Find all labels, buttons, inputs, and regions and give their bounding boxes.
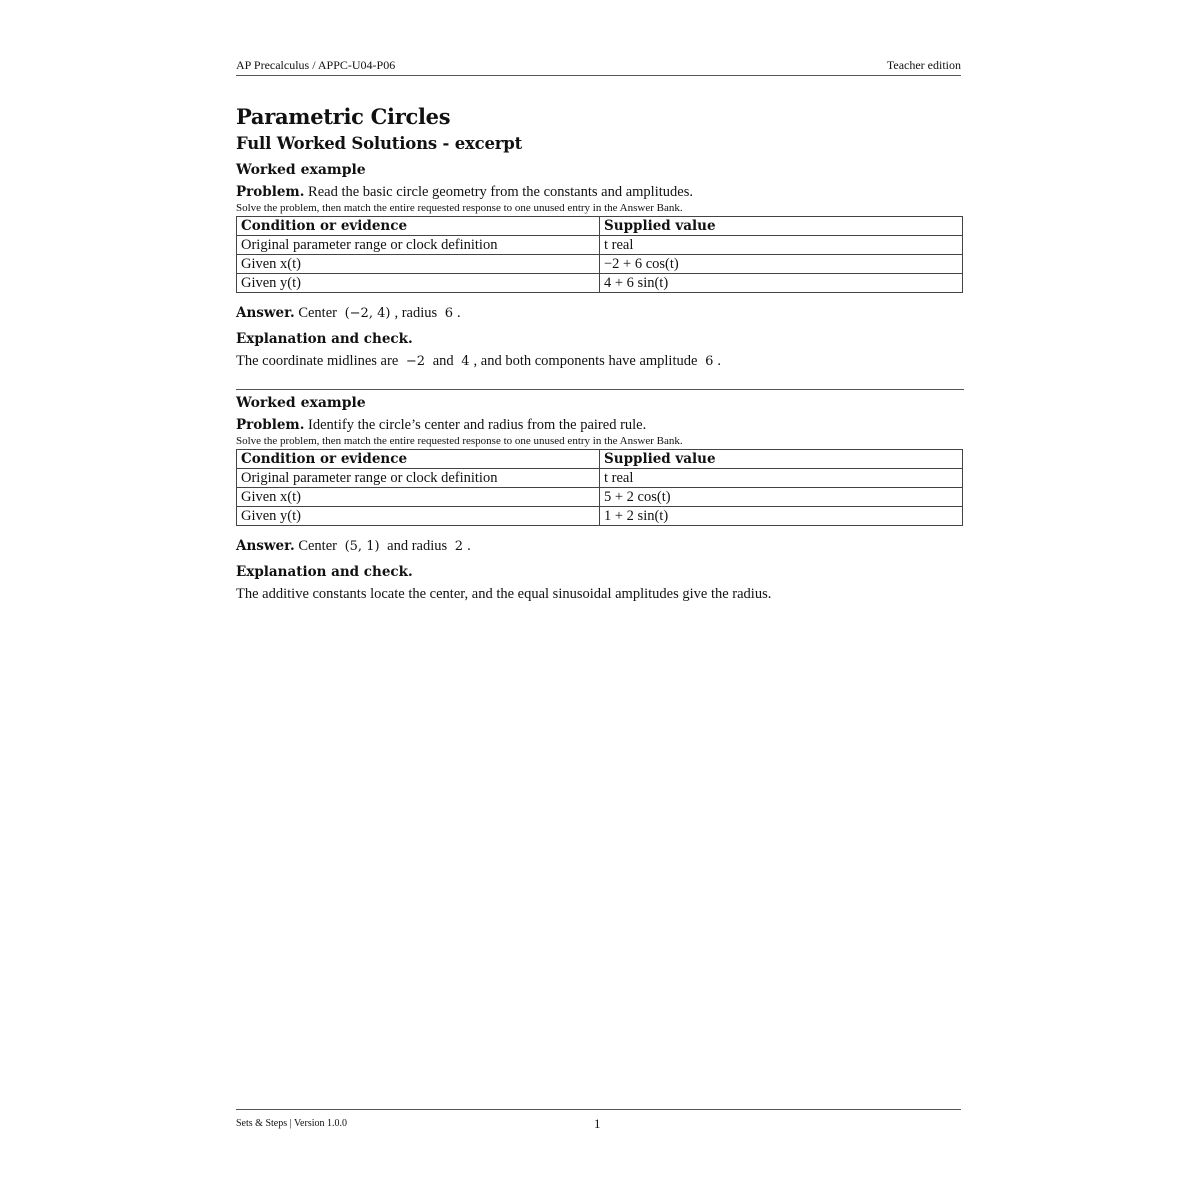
problem-text: Identify the circle’s center and radius from the paired rule. <box>308 417 647 433</box>
problem-label: Problem. <box>236 184 305 200</box>
running-header <box>236 58 961 76</box>
evidence-table <box>236 449 963 526</box>
column-header-value: Supplied value <box>600 217 963 236</box>
table-cell: Given x(t) <box>237 255 600 274</box>
table-row <box>237 274 963 293</box>
table-cell: Original parameter range or clock definition <box>237 469 600 488</box>
table-cell: −2 + 6 cos(t) <box>600 255 963 274</box>
answer-period: . <box>457 305 461 321</box>
worked-example-2 <box>236 395 964 606</box>
problem-text: Read the basic circle geometry from the constants and amplitudes. <box>308 184 693 200</box>
page-number: 1 <box>594 1116 601 1131</box>
column-header-value: Supplied value <box>600 450 963 469</box>
explanation-heading: Explanation and check. <box>236 331 413 347</box>
page-title: Parametric Circles <box>236 104 451 129</box>
explanation-text: The additive constants locate the center, and the equal sinusoidal amplitudes give the radius. <box>236 586 772 602</box>
answer-text: , radius <box>394 305 438 321</box>
explanation-math: 6 <box>705 354 714 369</box>
table-row <box>237 507 963 526</box>
answer-text: Center <box>298 305 337 321</box>
footer-version: Sets & Steps | Version 1.0.0 <box>236 1118 347 1129</box>
page-subtitle: Full Worked Solutions - excerpt <box>236 134 523 153</box>
table-cell: Given x(t) <box>237 488 600 507</box>
answer-period: . <box>467 538 471 554</box>
section-divider <box>236 389 964 390</box>
answer-text: and radius <box>387 538 448 554</box>
answer-text: Center <box>298 538 337 554</box>
problem-statement <box>236 417 964 435</box>
table-header-row <box>237 217 963 236</box>
evidence-table <box>236 216 963 293</box>
explanation-part: , and both components have amplitude <box>473 353 698 369</box>
table-row <box>237 488 963 507</box>
answer-radius: 2 <box>454 539 464 554</box>
example-heading: Worked example <box>236 162 366 178</box>
explanation-part: . <box>717 353 721 369</box>
column-header-condition: Condition or evidence <box>237 450 600 469</box>
explanation-text <box>236 353 964 373</box>
explanation-part: The coordinate midlines are <box>236 353 399 369</box>
table-cell: Original parameter range or clock definition <box>237 236 600 255</box>
answer-label: Answer. <box>236 305 295 321</box>
worked-example-1 <box>236 162 964 373</box>
table-row <box>237 236 963 255</box>
answer-center: (−2, 4) <box>344 306 391 321</box>
answer-label: Answer. <box>236 538 295 554</box>
table-row <box>237 469 963 488</box>
table-cell: t real <box>600 236 963 255</box>
instruction-text: Solve the problem, then match the entire requested response to one unused entry in the Answer Bank. <box>236 202 683 214</box>
answer-line <box>236 538 964 560</box>
explanation-part: and <box>432 353 454 369</box>
page-footer <box>236 1109 961 1131</box>
edition-label: Teacher edition <box>886 58 961 72</box>
explanation-math: −2 <box>405 354 426 369</box>
column-header-condition: Condition or evidence <box>237 217 600 236</box>
course-label: AP Precalculus / APPC-U04-P06 <box>236 58 396 72</box>
table-row <box>237 255 963 274</box>
table-cell: Given y(t) <box>237 274 600 293</box>
explanation-math: 4 <box>461 354 470 369</box>
table-cell: 5 + 2 cos(t) <box>600 488 963 507</box>
table-cell: 4 + 6 sin(t) <box>600 274 963 293</box>
table-cell: t real <box>600 469 963 488</box>
table-cell: Given y(t) <box>237 507 600 526</box>
answer-radius: 6 <box>444 306 454 321</box>
instruction-text: Solve the problem, then match the entire requested response to one unused entry in the Answer Bank. <box>236 435 683 447</box>
table-header-row <box>237 450 963 469</box>
problem-label: Problem. <box>236 417 305 433</box>
table-cell: 1 + 2 sin(t) <box>600 507 963 526</box>
problem-statement <box>236 184 964 202</box>
answer-line <box>236 305 964 327</box>
explanation-heading: Explanation and check. <box>236 564 413 580</box>
example-heading: Worked example <box>236 395 366 411</box>
answer-center: (5, 1) <box>344 539 380 554</box>
